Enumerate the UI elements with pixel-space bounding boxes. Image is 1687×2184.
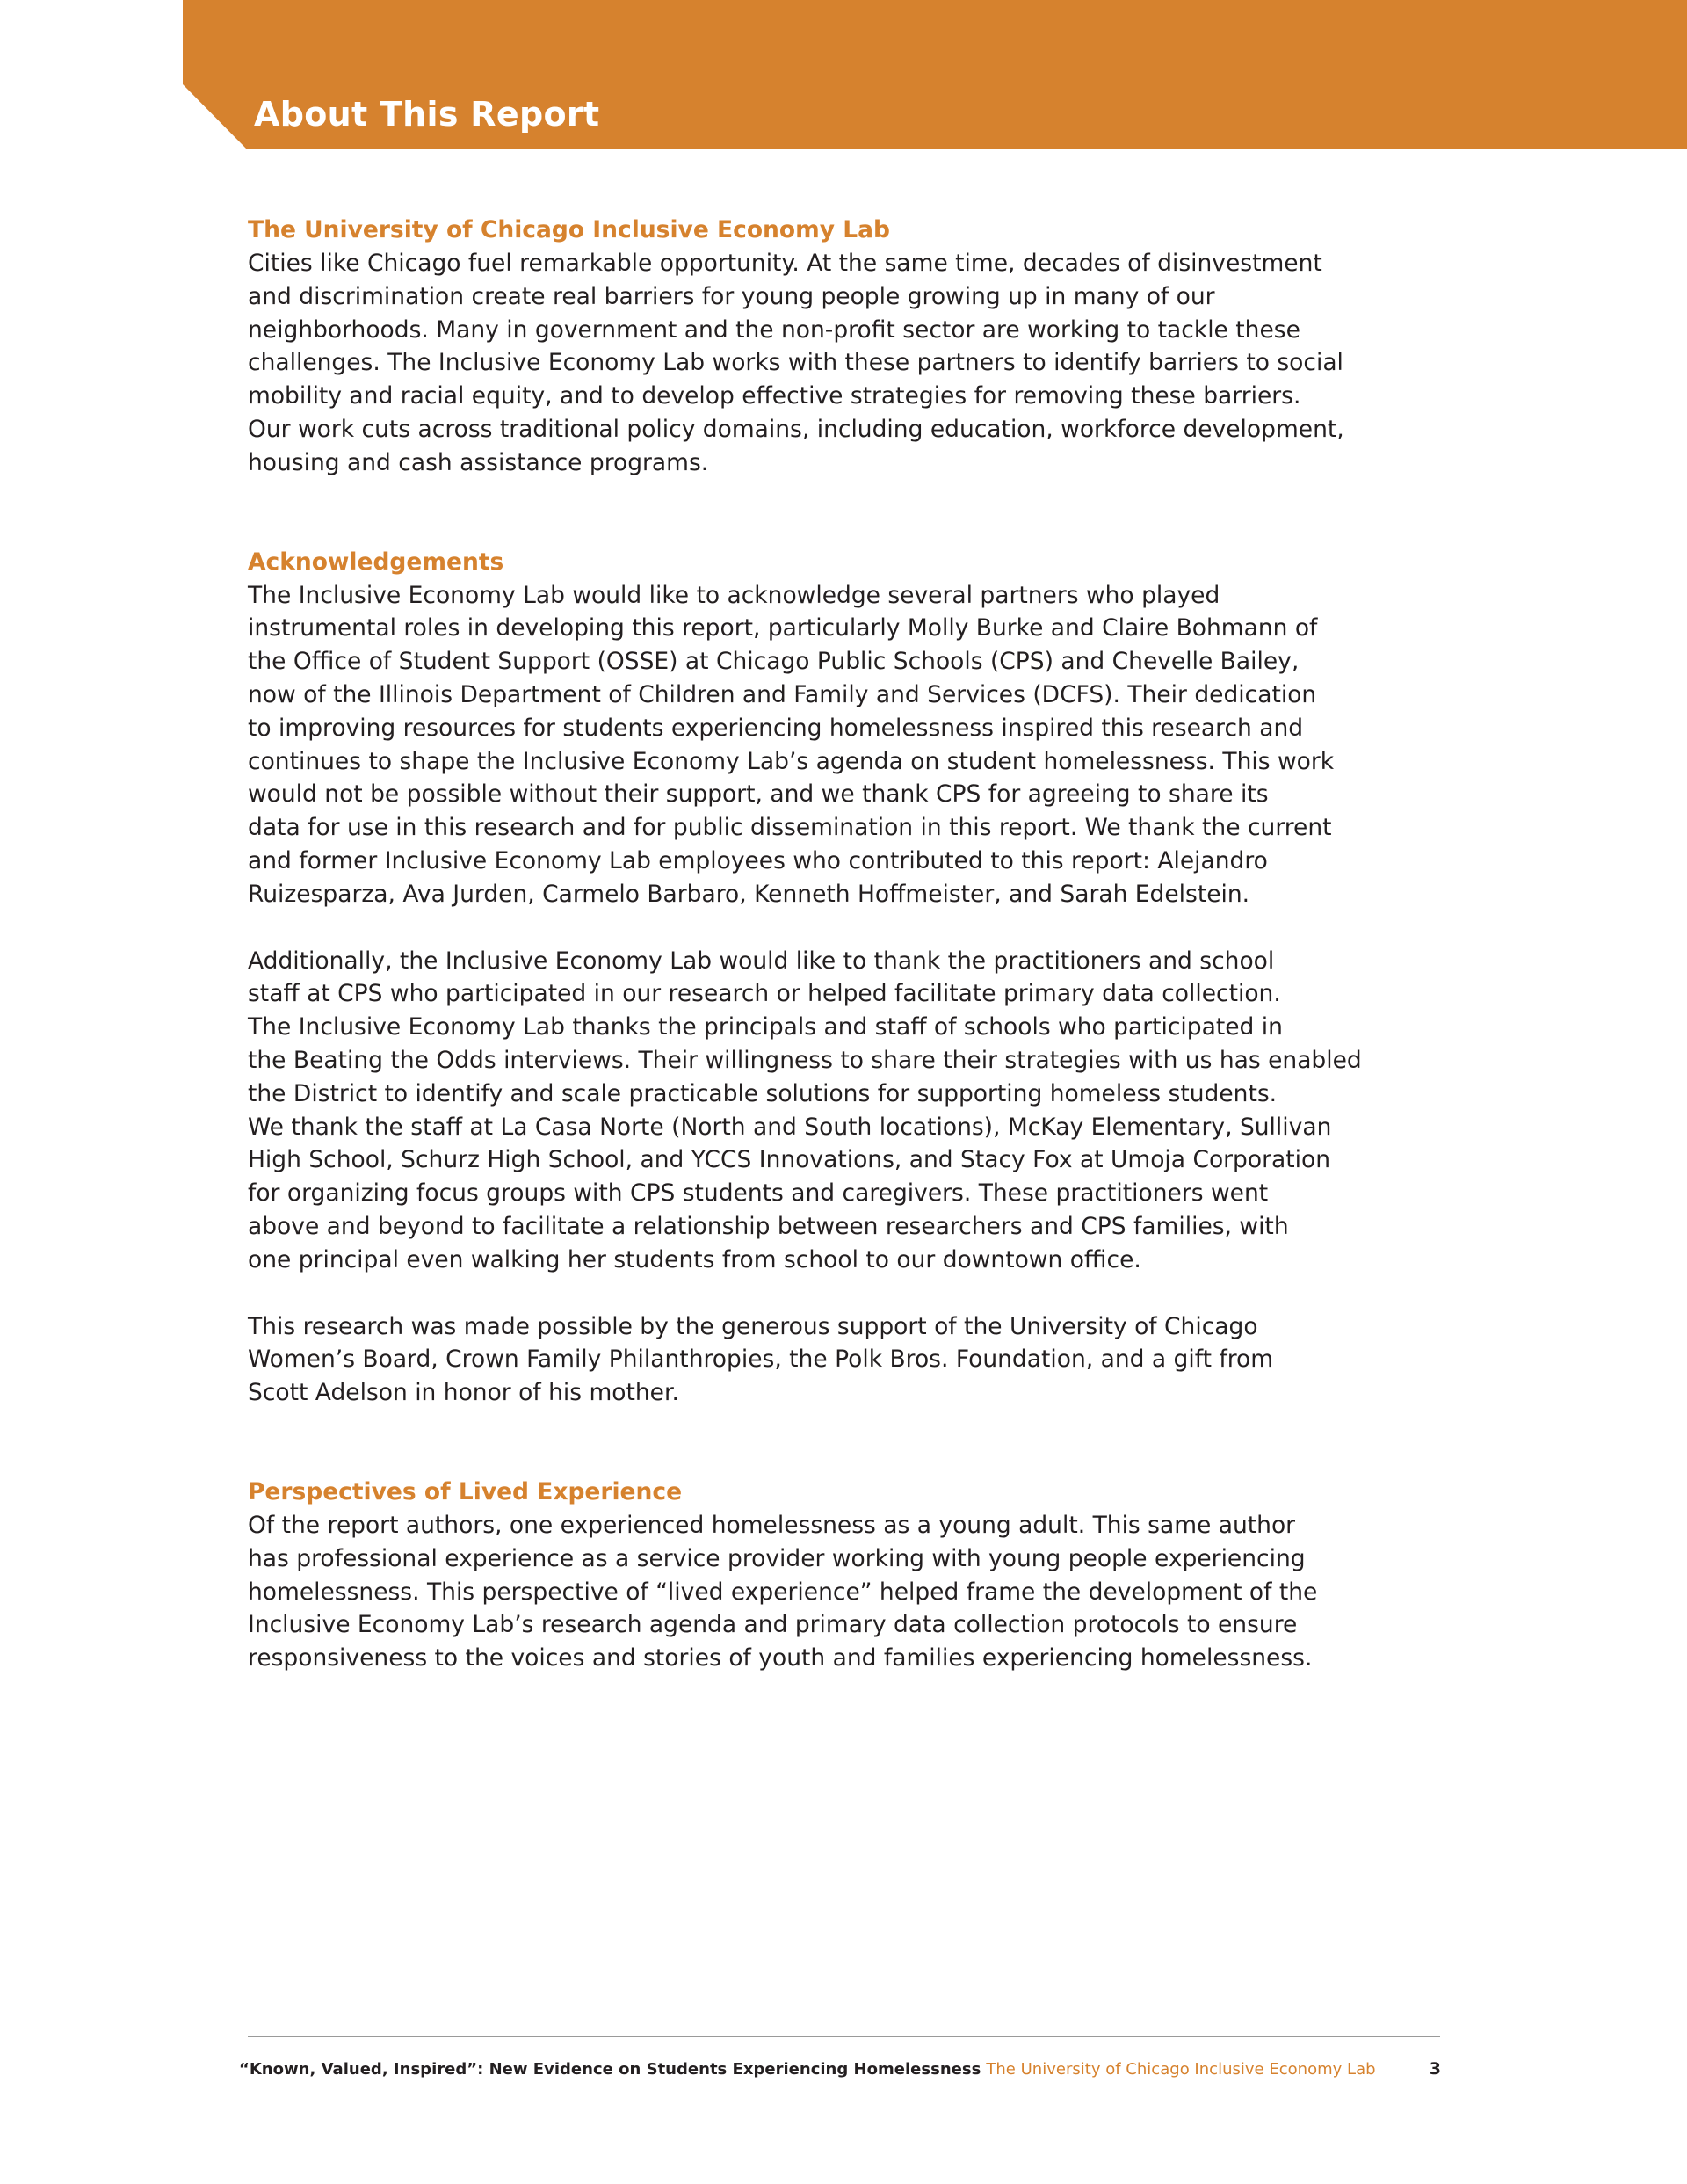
text-line: Of the report authors, one experienced homelessness as a young adult. This same author xyxy=(248,1511,1296,1539)
footer-report-title: “Known, Valued, Inspired”: New Evidence on Students Experiencing Homelessness xyxy=(239,2060,981,2079)
text-line: would not be possible without their support, and we thank CPS for agreeing to share its xyxy=(248,780,1269,809)
section-inclusive-economy-lab xyxy=(248,214,1460,480)
section-acknowledgements xyxy=(248,546,1460,1410)
report-body xyxy=(248,214,1460,1675)
section-lived-experience xyxy=(248,1476,1460,1675)
text-line: Scott Adelson in honor of his mother. xyxy=(248,1379,679,1407)
text-line: Cities like Chicago fuel remarkable opportunity. At the same time, decades of disinvestment xyxy=(248,250,1322,277)
paragraph xyxy=(248,945,1460,1277)
text-line: responsiveness to the voices and stories of youth and families experiencing homelessness. xyxy=(248,1644,1313,1672)
text-line: now of the Illinois Department of Children and Family and Services (DCFS). Their dedication xyxy=(248,680,1317,708)
text-line: Our work cuts across traditional policy domains, including education, workforce development, xyxy=(248,415,1344,443)
paragraph xyxy=(248,579,1460,911)
text-line: to improving resources for students experiencing homelessness inspired this research and xyxy=(248,714,1304,742)
section-heading: The University of Chicago Inclusive Economy Lab xyxy=(248,216,890,243)
text-line: mobility and racial equity, and to develop effective strategies for removing these barriers. xyxy=(248,382,1301,410)
text-line: instrumental roles in developing this report, particularly Molly Burke and Claire Bohmann of xyxy=(248,614,1318,642)
text-line: homelessness. This perspective of “lived experience” helped frame the development of the xyxy=(248,1578,1318,1606)
text-line: Inclusive Economy Lab’s research agenda and primary data collection protocols to ensure xyxy=(248,1611,1298,1639)
text-line: challenges. The Inclusive Economy Lab works with these partners to identify barriers to social xyxy=(248,349,1343,377)
section-spacer xyxy=(248,1410,1460,1476)
text-line: data for use in this research and for public dissemination in this report. We thank the current xyxy=(248,814,1332,842)
text-line: The Inclusive Economy Lab would like to acknowledge several partners who played xyxy=(248,581,1220,609)
paragraph-spacer xyxy=(248,911,1460,945)
text-line: continues to shape the Inclusive Economy Lab’s agenda on student homelessness. This work xyxy=(248,747,1335,775)
text-line: the District to identify and scale practicable solutions for supporting homeless students. xyxy=(248,1079,1278,1107)
text-line: the Office of Student Support (OSSE) at Chicago Public Schools (CPS) and Chevelle Bailey, xyxy=(248,648,1300,676)
text-line: Additionally, the Inclusive Economy Lab would like to thank the practitioners and school xyxy=(248,947,1275,975)
paragraph xyxy=(248,247,1460,480)
text-line: We thank the staff at La Casa Norte (North and South locations), McKay Elementary, Sullivan xyxy=(248,1113,1332,1141)
text-line: one principal even walking her students from school to our downtown office. xyxy=(248,1245,1141,1273)
text-line: above and beyond to facilitate a relationship between researchers and CPS families, with xyxy=(248,1212,1289,1240)
text-line: This research was made possible by the generous support of the University of Chicago xyxy=(248,1312,1258,1340)
section-spacer xyxy=(248,480,1460,546)
page-footer xyxy=(239,2059,1441,2086)
paragraph-spacer xyxy=(248,1277,1460,1310)
paragraph xyxy=(248,1509,1460,1675)
section-heading: Perspectives of Lived Experience xyxy=(248,1477,683,1506)
text-line: staff at CPS who participated in our research or helped facilitate primary data collection. xyxy=(248,980,1281,1008)
text-line: and former Inclusive Economy Lab employees who contributed to this report: Alejandro xyxy=(248,846,1268,874)
footer-organization: The University of Chicago Inclusive Economy Lab xyxy=(986,2060,1376,2079)
text-line: Ruizesparza, Ava Jurden, Carmelo Barbaro, Kenneth Hoffmeister, and Sarah Edelstein. xyxy=(248,880,1250,908)
section-heading: Acknowledgements xyxy=(248,548,504,576)
text-line: the Beating the Odds interviews. Their willingness to share their strategies with us has enabled xyxy=(248,1046,1362,1074)
text-line: Women’s Board, Crown Family Philanthropies, the Polk Bros. Foundation, and a gift from xyxy=(248,1346,1274,1374)
paragraph xyxy=(248,1310,1460,1410)
page-number: 3 xyxy=(1429,2059,1441,2079)
page-title: About This Report xyxy=(254,95,600,134)
text-line: neighborhoods. Many in government and the non-profit sector are working to tackle these xyxy=(248,316,1300,344)
text-line: and discrimination create real barriers for young people growing up in many of our xyxy=(248,282,1215,310)
text-line: housing and cash assistance programs. xyxy=(248,448,709,476)
text-line: The Inclusive Economy Lab thanks the principals and staff of schools who participated in xyxy=(248,1013,1283,1041)
text-line: for organizing focus groups with CPS students and caregivers. These practitioners went xyxy=(248,1179,1269,1208)
text-line: has professional experience as a service provider working with young people experiencing xyxy=(248,1544,1306,1572)
footer-divider xyxy=(248,2036,1440,2037)
text-line: High School, Schurz High School, and YCCS Innovations, and Stacy Fox at Umoja Corporation xyxy=(248,1146,1330,1174)
